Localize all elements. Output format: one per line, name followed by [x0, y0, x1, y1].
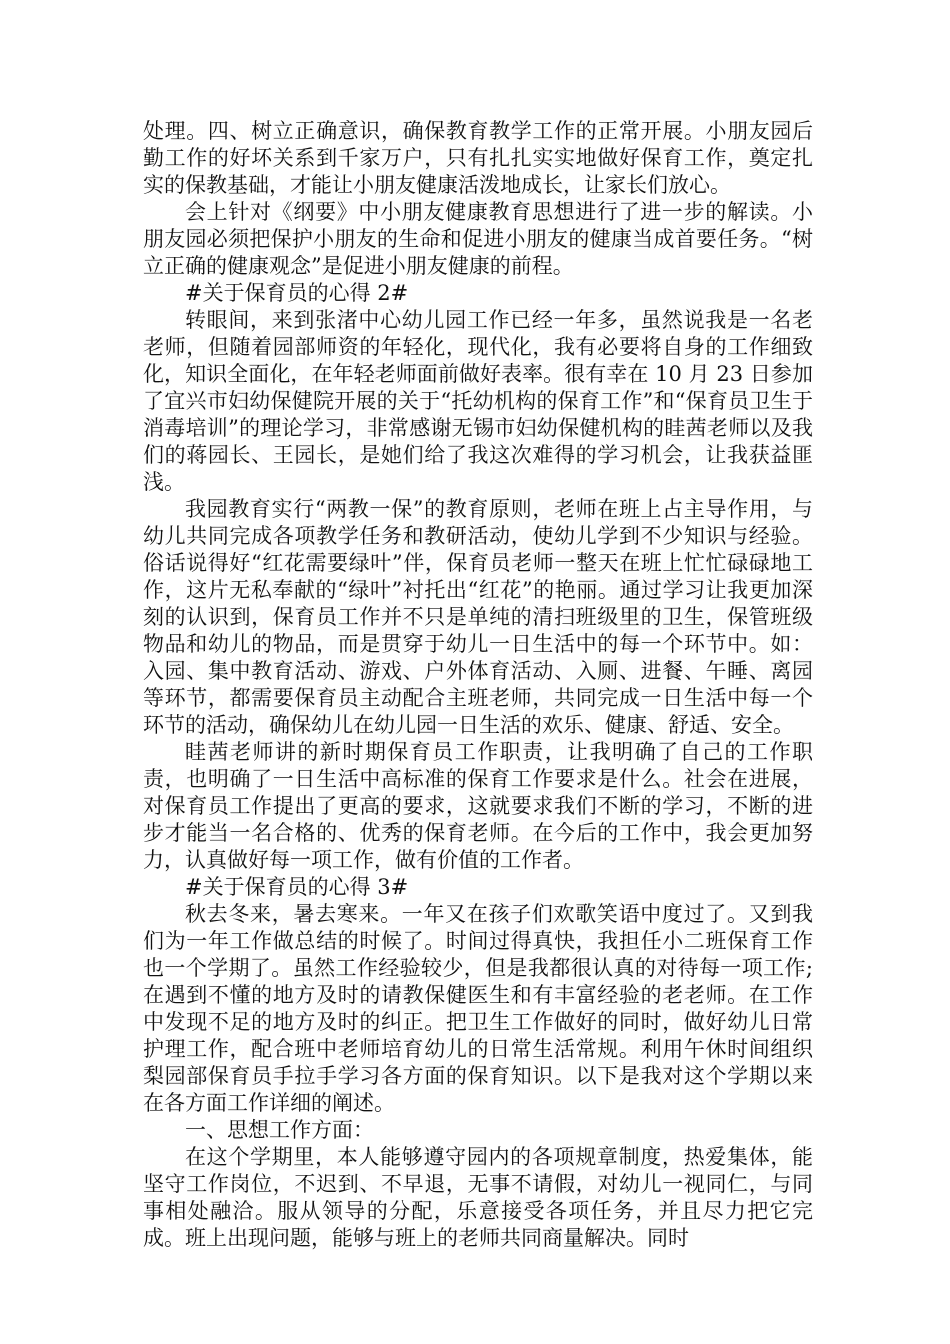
document-body	[143, 118, 813, 1252]
paragraph-education-principle: 我园教育实行“两教一保”的教育原则，老师在班上占主导作用，与幼儿共同完成各项教学任务和教研活动，使幼儿学到不少知识与经验。俗话说得好“红花需要绿叶”伴，保育员老师一整天在班上忙忙碌碌地工作，这片无私奉献的“绿叶”衬托出“红花”的艳丽。通过学习让我更加深刻的认识到，保育员工作并不只是单纯的清扫班级里的卫生，保管班级物品和幼儿的物品，而是贯穿于幼儿一日生活中的每一个环节中。如：入园、集中教育活动、游戏、户外体育活动、入厕、进餐、午睡、离园等环节，都需要保育员主动配合主班老师，共同完成一日生活中每一个环节的活动，确保幼儿在幼儿园一日生活的欢乐、健康、舒适、安全。	[143, 497, 813, 737]
section-heading-2: #关于保育员的心得 2#	[185, 281, 409, 305]
section-heading-3: #关于保育员的心得 3#	[185, 875, 409, 899]
subheading-ideology: 一、思想工作方面：	[185, 1118, 374, 1142]
paragraph-continuation: 处理。四、树立正确意识，确保教育教学工作的正常开展。小朋友园后勤工作的好坏关系到千家万户，只有扎扎实实地做好保育工作，奠定扎实的保教基础，才能让小朋友健康活泼地成长，让家长们放心。	[143, 119, 813, 197]
paragraph-rules: 在这个学期里，本人能够遵守园内的各项规章制度，热爱集体，能坚守工作岗位，不迟到、不早退，无事不请假，对幼儿一视同仁，与同事相处融洽。服从领导的分配，乐意接受各项任务，并且尽力把它完成。班上出现问题，能够与班上的老师共同商量解决。同时	[143, 1145, 813, 1250]
paragraph-training: 转眼间，来到张渚中心幼儿园工作已经一年多，虽然说我是一名老老师，但随着园部师资的年轻化，现代化，我有必要将自身的工作细致化，知识全面化，在年轻老师面前做好表率。很有幸在 10 月 23 日参加了宜兴市妇幼保健院开展的关于“托幼机构的保育工作”和“保育员卫生于消毒培训”的理论学习，非常感谢无锡市妇幼保健机构的眭茜老师以及我们的蒋园长、王园长，是她们给了我这次难得的学习机会，让我获益匪浅。	[143, 308, 813, 494]
paragraph-health-guidelines: 会上针对《纲要》中小朋友健康教育思想进行了进一步的解读。小朋友园必须把保护小朋友的生命和促进小朋友的健康当成首要任务。“树立正确的健康观念”是促进小朋友健康的前程。	[143, 200, 813, 278]
paragraph-semester-summary: 秋去冬来，暑去寒来。一年又在孩子们欢歌笑语中度过了。又到我们为一年工作做总结的时候了。时间过得真快，我担任小二班保育工作也一个学期了。虽然工作经验较少，但是我都很认真的对待每一项工作;在遇到不懂的地方及时的请教保健医生和有丰富经验的老老师。在工作中发现不足的地方及时的纠正。把卫生工作做好的同时，做好幼儿日常护理工作，配合班中老师培育幼儿的日常生活常规。利用午休时间组织梨园部保育员手拉手学习各方面的保育知识。以下是我对这个学期以来在各方面工作详细的阐述。	[143, 902, 813, 1115]
paragraph-duties: 眭茜老师讲的新时期保育员工作职责，让我明确了自己的工作职责，也明确了一日生活中高标准的保育工作要求是什么。社会在进展，对保育员工作提出了更高的要求，这就要求我们不断的学习，不断的进步才能当一名合格的、优秀的保育老师。在今后的工作中，我会更加努力，认真做好每一项工作，做有价值的工作者。	[143, 740, 813, 872]
